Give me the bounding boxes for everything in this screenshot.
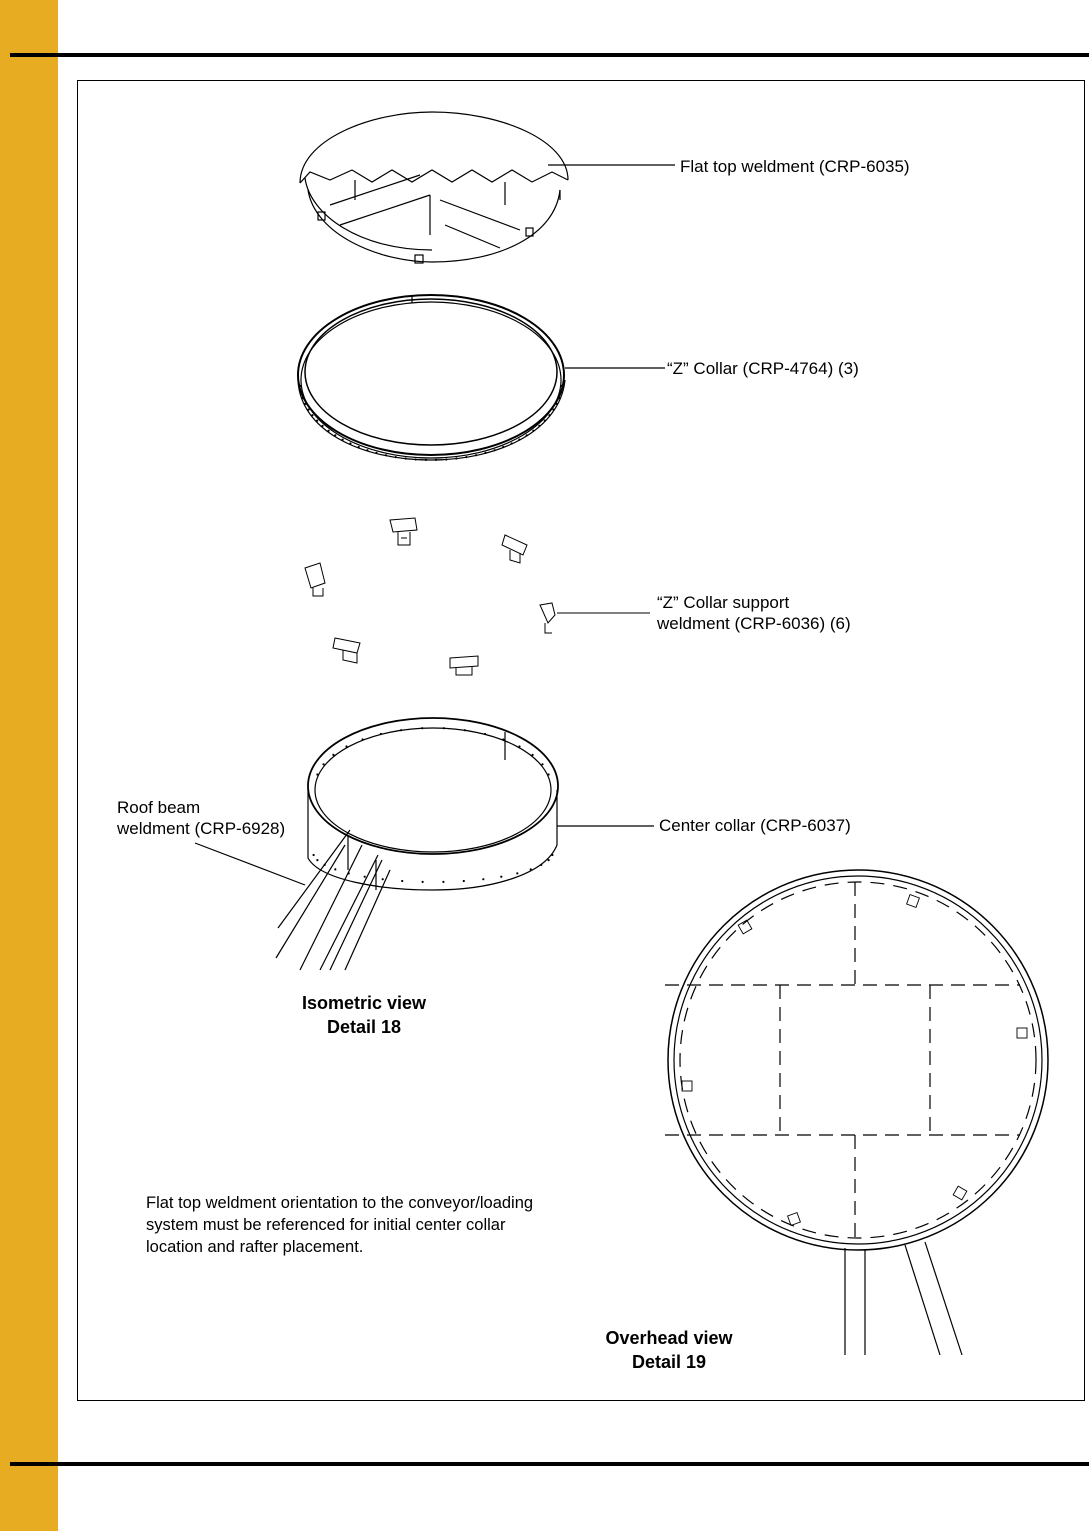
bolt-hole — [484, 733, 486, 735]
bolt-hole — [349, 442, 351, 444]
bolt-hole — [445, 458, 447, 460]
bolt-hole — [358, 446, 360, 448]
roof-beams — [195, 830, 390, 970]
isometric-caption-title: Isometric view — [301, 993, 427, 1013]
bolt-hole — [502, 738, 504, 740]
bolt-hole — [334, 868, 336, 870]
bolt-hole — [307, 409, 309, 411]
bolt-hole — [395, 456, 397, 458]
bolt-hole — [316, 773, 318, 775]
bolt-hole — [332, 754, 334, 756]
bolt-hole — [442, 881, 444, 883]
bolt-hole — [552, 409, 554, 411]
orientation-note-line3: location and rafter placement. — [146, 1238, 364, 1256]
flat-top-weldment — [300, 112, 675, 263]
overhead-caption-detail: Detail 19 — [631, 1352, 707, 1372]
bolt-hole — [530, 868, 532, 870]
bolt-hole — [556, 403, 558, 405]
bolt-hole — [435, 459, 437, 461]
bolt-hole — [415, 458, 417, 460]
bolt-hole — [538, 425, 540, 427]
bolt-hole — [304, 403, 306, 405]
bolt-hole — [548, 773, 550, 775]
bolt-hole — [316, 420, 318, 422]
roof-beam-label-line1: Roof beam — [117, 798, 201, 817]
bolt-hole — [385, 454, 387, 456]
bolt-hole — [299, 385, 301, 387]
bolt-hole — [342, 439, 344, 441]
z-collar — [298, 295, 665, 461]
bolt-hole — [375, 452, 377, 454]
bolt-hole — [455, 457, 457, 459]
bolt-hole — [532, 430, 534, 432]
bolt-hole — [364, 876, 366, 878]
overhead-caption-title: Overhead view — [605, 1328, 733, 1348]
z-collar-label: “Z” Collar (CRP-4764) (3) — [667, 359, 859, 378]
bolt-hole — [526, 434, 528, 436]
overhead-view — [665, 870, 1048, 1355]
z-collar-support-label-line1: “Z” Collar support — [657, 593, 790, 612]
bolt-hole — [345, 745, 347, 747]
bolt-hole — [422, 881, 424, 883]
bolt-hole — [362, 738, 364, 740]
bolt-hole — [405, 457, 407, 459]
bolt-hole — [425, 459, 427, 461]
bolt-hole — [516, 872, 518, 874]
bolt-hole — [334, 434, 336, 436]
z-collar-support-label-line2: weldment (CRP-6036) (6) — [657, 614, 851, 633]
bolt-hole — [551, 854, 553, 856]
bolt-hole — [482, 878, 484, 880]
bolt-hole — [322, 763, 324, 765]
bolt-hole — [464, 729, 466, 731]
isometric-caption-detail: Detail 18 — [326, 1017, 402, 1037]
bolt-hole — [401, 880, 403, 882]
bolt-hole — [518, 745, 520, 747]
bolt-hole — [518, 439, 520, 441]
bolt-hole — [400, 729, 402, 731]
z-collar-bolt-holes — [299, 385, 563, 461]
bolt-hole — [382, 878, 384, 880]
bolt-hole — [328, 430, 330, 432]
bolt-hole — [560, 391, 562, 393]
bolt-hole — [544, 420, 546, 422]
flat-top-label: Flat top weldment (CRP-6035) — [680, 157, 910, 176]
bolt-hole — [532, 754, 534, 756]
bolt-hole — [302, 397, 304, 399]
bolt-hole — [494, 449, 496, 451]
z-collar-supports — [305, 518, 650, 675]
center-collar-label: Center collar (CRP-6037) — [659, 816, 851, 835]
bolt-hole — [511, 442, 513, 444]
bolt-hole — [484, 452, 486, 454]
bolt-hole — [316, 859, 318, 861]
bolt-hole — [443, 727, 445, 729]
roof-beam-label-line2: weldment (CRP-6928) — [117, 819, 286, 838]
center-collar-bolt-holes — [313, 727, 554, 883]
bolt-hole — [502, 446, 504, 448]
bolt-hole — [300, 391, 302, 393]
bolt-hole — [475, 454, 477, 456]
bolt-hole — [463, 880, 465, 882]
orientation-note-line1: Flat top weldment orientation to the conveyor/loading — [146, 1194, 534, 1212]
bolt-hole — [548, 414, 550, 416]
bolt-hole — [465, 456, 467, 458]
bolt-hole — [548, 859, 550, 861]
bolt-hole — [311, 414, 313, 416]
bolt-hole — [380, 733, 382, 735]
bolt-hole — [541, 763, 543, 765]
bolt-hole — [558, 397, 560, 399]
orientation-note-line2: system must be referenced for initial center collar — [146, 1216, 506, 1234]
bolt-hole — [561, 385, 563, 387]
bolt-hole — [366, 449, 368, 451]
bolt-hole — [313, 854, 315, 856]
bolt-hole — [500, 876, 502, 878]
bolt-hole — [540, 864, 542, 866]
bolt-hole — [421, 727, 423, 729]
bolt-hole — [322, 425, 324, 427]
center-collar — [308, 718, 654, 890]
